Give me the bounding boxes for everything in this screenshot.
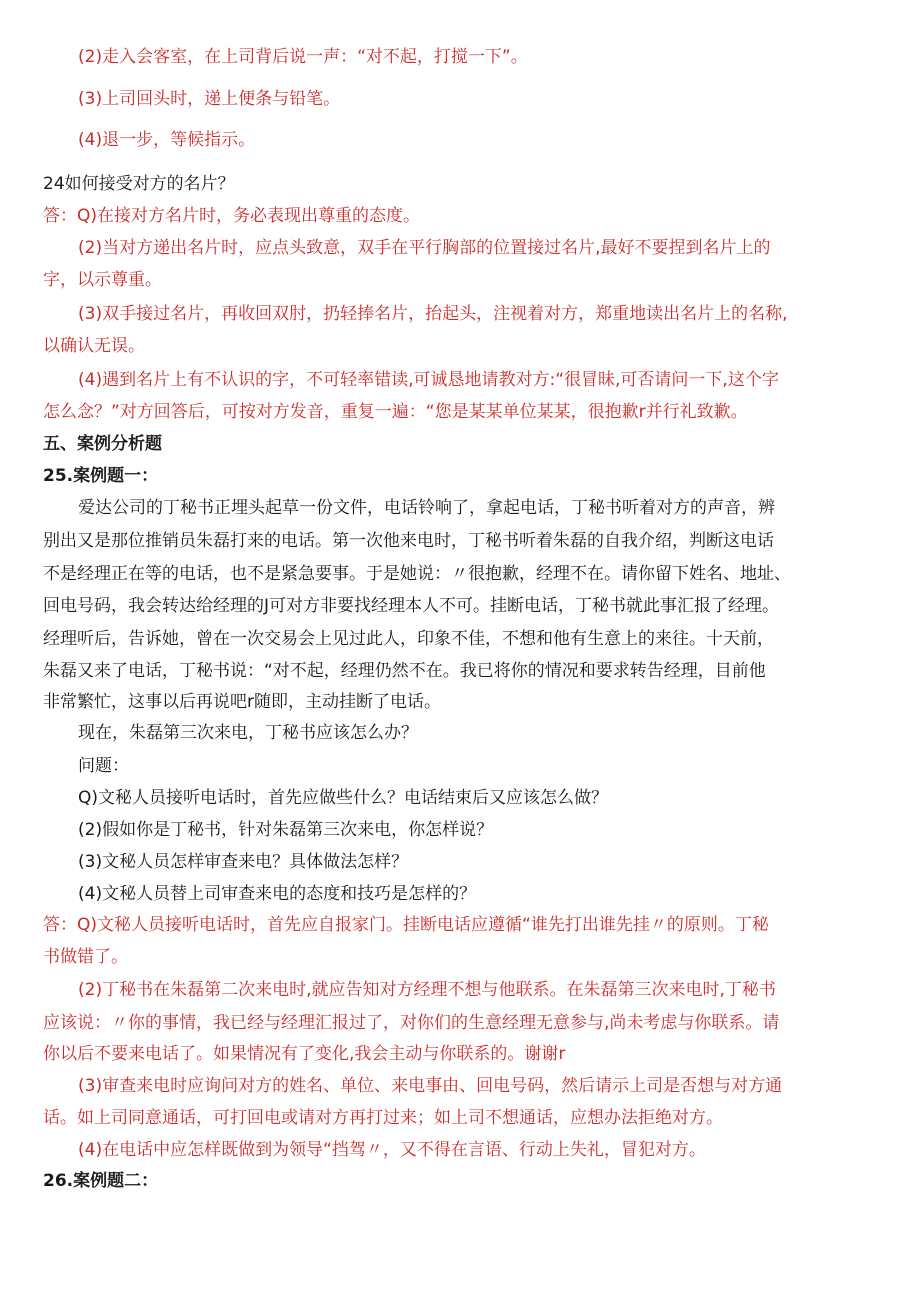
case-25-answer-line: 书做错了。 [43, 947, 128, 967]
case-25-question-1: Q)文秘人员接听电话时，首先应做些什么？电话结束后又应该怎么做？ [78, 788, 609, 808]
prev-answer-step-4: (4)退一步，等候指示。 [78, 130, 256, 150]
case-25-answer-line: 答：Q)文秘人员接听电话时，首先应自报家门。挂断电话应遵循“谁先打出谁先挂〃的原则。丁秘 [43, 915, 769, 935]
q24-answer-line: 答：Q)在接对方名片时，务必表现出尊重的态度。 [43, 206, 421, 226]
section-heading: 五、案例分析题 [43, 434, 162, 454]
case-25-story-line: 非常繁忙，这事以后再说吧r随即，主动挂断了电话。 [43, 692, 441, 712]
question-24: 24如何接受对方的名片？ [43, 174, 235, 194]
case-25-prompt: 现在，朱磊第三次来电，丁秘书应该怎么办？ [78, 723, 418, 743]
case-25-story-line: 别出又是那位推销员朱磊打来的电话。第一次他来电时，丁秘书听着朱磊的自我介绍，判断这电话 [43, 531, 774, 551]
case-26-title: 26.案例题二： [43, 1171, 159, 1191]
case-25-question-2: (2)假如你是丁秘书，针对朱磊第三次来电，你怎样说？ [78, 820, 494, 840]
case-25-answer-line: (4)在电话中应怎样既做到为领导“挡驾〃，又不得在言语、行动上失礼，冒犯对方。 [78, 1140, 706, 1160]
case-25-title: 25.案例题一： [43, 466, 159, 486]
case-25-answer-line: 你以后不要来电话了。如果情况有了变化,我会主动与你联系的。谢谢r [43, 1044, 566, 1064]
prev-answer-step-2: (2)走入会客室，在上司背后说一声：“对不起，打搅一下”。 [78, 47, 528, 67]
case-25-story-line: 回电号码，我会转达给经理的J可对方非要找经理本人不可。挂断电话，丁秘书就此事汇报了经理。 [43, 596, 780, 616]
case-25-answer-line: 话。如上司同意通话，可打回电或请对方再打过来；如上司不想通话，应想办法拒绝对方。 [43, 1108, 723, 1128]
q24-answer-line: 怎么念？”对方回答后，可按对方发音，重复一遍：“您是某某单位某某，很抱歉r并行礼致歉。 [43, 402, 748, 422]
case-25-answer-line: (2)丁秘书在朱磊第二次来电时,就应告知对方经理不想与他联系。在朱磊第三次来电时,丁秘书 [78, 980, 776, 1000]
prev-answer-step-3: (3)上司回头时，递上便条与铅笔。 [78, 89, 341, 109]
case-25-answer-line: (3)审查来电时应询问对方的姓名、单位、来电事由、回电号码，然后请示上司是否想与对方通 [78, 1076, 783, 1096]
case-25-question-4: (4)文秘人员替上司审查来电的态度和技巧是怎样的？ [78, 884, 477, 904]
q24-answer-line: (3)双手接过名片，再收回双肘，扔轻捧名片，抬起头，注视着对方，郑重地读出名片上的名称, [78, 304, 788, 324]
case-25-answer-line: 应该说：〃你的事情，我已经与经理汇报过了，对你们的生意经理无意参与,尚未考虑与你联系。请 [43, 1013, 780, 1033]
q24-answer-line: 以确认无误。 [43, 336, 145, 356]
case-25-story-line: 爱达公司的丁秘书正埋头起草一份文件，电话铃响了，拿起电话，丁秘书听着对方的声音，辨 [78, 498, 775, 518]
case-25-story-line: 朱磊又来了电话，丁秘书说：“对不起，经理仍然不在。我已将你的情况和要求转告经理，目前他 [43, 661, 766, 681]
case-25-questions-label: 问题： [78, 756, 129, 776]
case-25-question-3: (3)文秘人员怎样审查来电？具体做法怎样？ [78, 852, 409, 872]
q24-answer-line: (2)当对方递出名片时，应点头致意，双手在平行胸部的位置接过名片,最好不要捏到名片上的 [78, 238, 771, 258]
q24-answer-line: (4)遇到名片上有不认识的字，不可轻率错读,可诚恳地请教对方:“很冒昧,可否请问一下,这个字 [78, 370, 779, 390]
case-25-story-line: 不是经理正在等的电话，也不是紧急要事。于是她说：〃很抱歉，经理不在。请你留下姓名、地址、 [43, 564, 791, 584]
q24-answer-line: 字，以示尊重。 [43, 270, 162, 290]
case-25-story-line: 经理听后，告诉她，曾在一次交易会上见过此人，印象不佳，不想和他有生意上的来往。十天前， [43, 629, 774, 649]
